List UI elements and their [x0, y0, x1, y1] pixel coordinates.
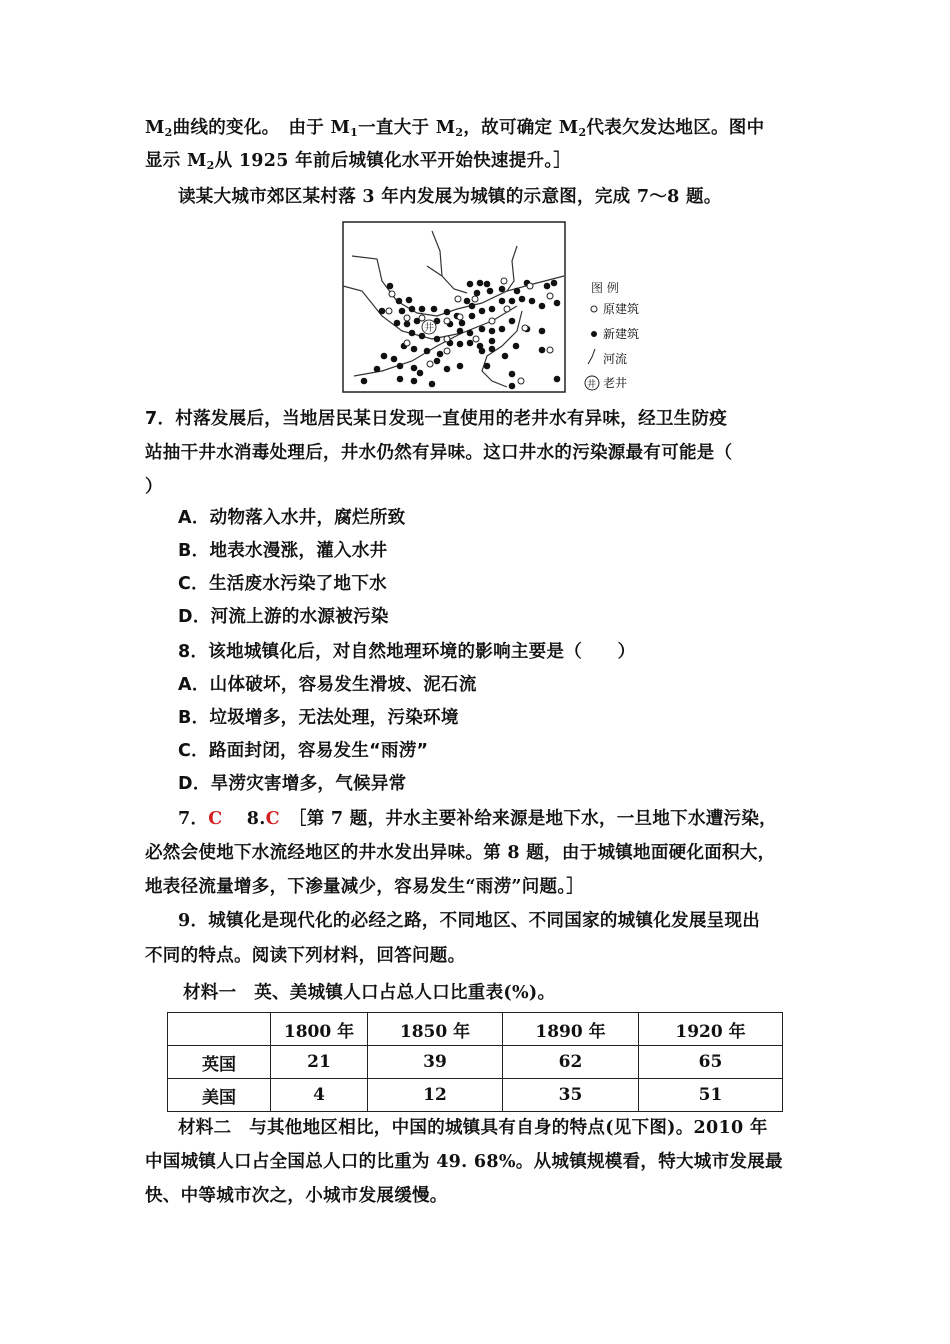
- q8-option-c: C．路面封闭，容易发生“雨涝”: [178, 741, 429, 761]
- intro-line-3: 读某大城市郊区某村落 3 年内发展为城镇的示意图，完成 7～8 题。: [178, 187, 722, 207]
- material-2-line-1: 材料二 与其他地区相比，中国的城镇具有自身的特点(见下图)。2010 年: [178, 1118, 768, 1138]
- q9-line-1: 9．城镇化是现代化的必经之路，不同地区、不同国家的城镇化发展呈现出: [178, 911, 761, 931]
- new-building-dot: [489, 338, 496, 345]
- new-building-dot: [519, 296, 526, 303]
- new-building-dot: [411, 346, 418, 353]
- new-building-dot: [457, 363, 464, 370]
- intro-line-1: $M_2$曲线的变化。 由于 $M_1$一直大于 $M_2$，故可确定 $M_2$代表欠发达地区。图中: [145, 118, 765, 139]
- new-building-dot: [479, 308, 486, 315]
- new-building-dot: [502, 353, 509, 360]
- old-building-dot: [527, 283, 533, 289]
- new-building-dot: [387, 283, 394, 290]
- new-building-dot: [381, 353, 388, 360]
- new-building-dot: [469, 303, 476, 310]
- new-building-dot: [539, 328, 546, 335]
- new-building-dot: [396, 298, 403, 305]
- table-row: 美国 4 12 35 51: [168, 1079, 783, 1112]
- new-building-dot: [429, 381, 436, 388]
- old-building-dot: [386, 308, 392, 314]
- new-building-dot: [554, 300, 561, 307]
- new-building-dot: [399, 308, 406, 315]
- legend-new-building: 新建筑: [603, 327, 640, 341]
- new-building-dot: [431, 306, 438, 313]
- old-building-dot: [419, 315, 425, 321]
- new-building-dot: [379, 308, 386, 315]
- q7-option-b: B．地表水漫涨，灌入水井: [178, 541, 388, 561]
- old-building-dot: [547, 347, 553, 353]
- old-building-dot: [444, 348, 450, 354]
- legend-river: 河流: [603, 352, 628, 366]
- q7-option-c: C．生活废水污染了地下水: [178, 574, 387, 594]
- table-row: 英国 21 39 62 65: [168, 1046, 783, 1079]
- new-building-dot: [457, 341, 464, 348]
- q9-line-2: 不同的特点。阅读下列材料，回答问题。: [145, 946, 466, 966]
- new-building-dot: [437, 351, 444, 358]
- new-building-dot: [479, 348, 486, 355]
- new-building-dot: [529, 298, 536, 305]
- new-building-dot: [457, 328, 464, 335]
- new-building-dot: [467, 330, 474, 337]
- new-building-dot: [409, 306, 416, 313]
- new-building-dot: [484, 281, 491, 288]
- new-building-dot: [469, 313, 476, 320]
- old-building-dot: [389, 291, 395, 297]
- new-building-dot: [467, 340, 474, 347]
- answer-7: C: [208, 809, 223, 829]
- new-building-dot: [409, 330, 416, 337]
- old-building-dot: [501, 278, 507, 284]
- q8-option-d: D．旱涝灾害增多，气候异常: [178, 774, 407, 794]
- new-building-dot: [419, 306, 426, 313]
- new-building-dot: [509, 318, 516, 325]
- new-building-dot: [499, 286, 506, 293]
- old-building-dot: [472, 296, 478, 302]
- old-building-dot: [473, 336, 479, 342]
- new-building-dot: [544, 283, 551, 290]
- material-1-title: 材料一 英、美城镇人口占总人口比重表(%)。: [183, 983, 556, 1003]
- new-building-dot: [489, 328, 496, 335]
- q8-option-b: B．垃圾增多，无法处理，污染环境: [178, 708, 459, 728]
- legend-old-building: 原建筑: [603, 302, 640, 316]
- old-building-dot: [404, 315, 410, 321]
- legend-old-well: 老井: [603, 376, 628, 390]
- new-building-dot: [474, 290, 481, 297]
- new-building-dot: [467, 281, 474, 288]
- new-building-dot: [539, 347, 546, 354]
- old-building-dot: [504, 306, 510, 312]
- new-building-dot: [444, 366, 451, 373]
- material-2-line-2: 中国城镇人口占全国总人口的比重为 49. 68%。从城镇规模看，特大城市发展最: [145, 1152, 783, 1172]
- answer-8: C: [265, 809, 280, 829]
- old-building-dot: [455, 296, 461, 302]
- old-building-dot: [427, 361, 433, 367]
- q7-stem-2: 站抽干井水消毒处理后，井水仍然有异味。这口井水的污染源最有可能是（: [145, 443, 733, 463]
- new-building-dot: [397, 376, 404, 383]
- old-building-dot: [518, 378, 524, 384]
- answer-line-3: 地表径流量增多，下渗量减少，容易发生“雨涝”问题。］: [145, 877, 585, 897]
- old-building-dot: [489, 318, 495, 324]
- new-building-dot: [479, 326, 486, 333]
- new-building-dot: [459, 320, 466, 327]
- new-building-dot: [374, 366, 381, 373]
- new-building-dot: [411, 365, 418, 372]
- old-building-dot: [522, 325, 528, 331]
- intro-line-2: 显示 $M_2$从 1925 年前后城镇化水平开始快速提升。］: [145, 151, 572, 172]
- new-building-dot: [484, 363, 491, 370]
- old-building-dot: [547, 293, 553, 299]
- old-building-dot: [444, 336, 450, 342]
- q7-option-a: A．动物落入水井，腐烂所致: [178, 508, 406, 528]
- new-building-dot: [406, 297, 413, 304]
- new-building-dot: [411, 378, 418, 385]
- new-building-dot: [554, 376, 561, 383]
- new-building-dot: [489, 346, 496, 353]
- new-building-dot: [539, 303, 546, 310]
- new-building-dot: [464, 298, 471, 305]
- material-2-line-3: 快、中等城市次之，小城市发展缓慢。: [145, 1186, 448, 1206]
- new-building-dot: [394, 320, 401, 327]
- q7-stem-3: ）: [145, 477, 163, 497]
- new-building-dot: [477, 280, 484, 287]
- answer-line-2: 必然会使地下水流经地区的井水发出异味。第 8 题，由于城镇地面硬化面积大，: [145, 843, 776, 863]
- new-building-dot: [513, 343, 520, 350]
- q8-stem: 8．该地城镇化后，对自然地理环境的影响主要是（ ）: [178, 642, 636, 662]
- svg-text:井: 井: [424, 323, 434, 334]
- new-building-dot: [489, 306, 496, 313]
- new-building-dot: [424, 348, 431, 355]
- urbanization-table: [167, 1012, 783, 1112]
- legend-title: 图 例: [591, 281, 619, 295]
- new-building-dot: [404, 321, 411, 328]
- new-building-dot: [514, 288, 521, 295]
- new-building-dot: [361, 378, 368, 385]
- new-building-dot: [444, 309, 451, 316]
- new-building-dot: [509, 371, 516, 378]
- q7-stem-1: 7．村落发展后，当地居民某日发现一直使用的老井水有异味，经卫生防疫: [145, 409, 728, 429]
- svg-text:井: 井: [587, 380, 597, 390]
- old-building-dot: [404, 340, 410, 346]
- q8-option-a: A．山体破坏，容易发生滑坡、泥石流: [178, 675, 477, 695]
- new-building-dot: [487, 288, 494, 295]
- table-header-row: 1800 年 1850 年 1890 年 1920 年: [168, 1013, 783, 1046]
- answer-line-1: 7．C 8.C ［第 7 题，井水主要补给来源是地下水，一旦地下水遭污染，: [178, 809, 777, 829]
- new-building-dot: [499, 298, 506, 305]
- old-building-dot: [444, 318, 450, 324]
- old-building-dot: [457, 314, 463, 320]
- new-building-dot: [391, 356, 398, 363]
- old-well-marker: [422, 320, 436, 334]
- new-building-dot: [434, 358, 441, 365]
- new-building-dot: [551, 280, 558, 287]
- new-building-dot: [509, 383, 516, 390]
- new-building-dot: [499, 326, 506, 333]
- new-building-dot: [417, 370, 424, 377]
- new-building-dot: [509, 298, 516, 305]
- new-building-dot: [434, 336, 441, 343]
- new-building-dot: [397, 363, 404, 370]
- q7-option-d: D．河流上游的水源被污染: [178, 607, 389, 627]
- village-map: [342, 221, 642, 396]
